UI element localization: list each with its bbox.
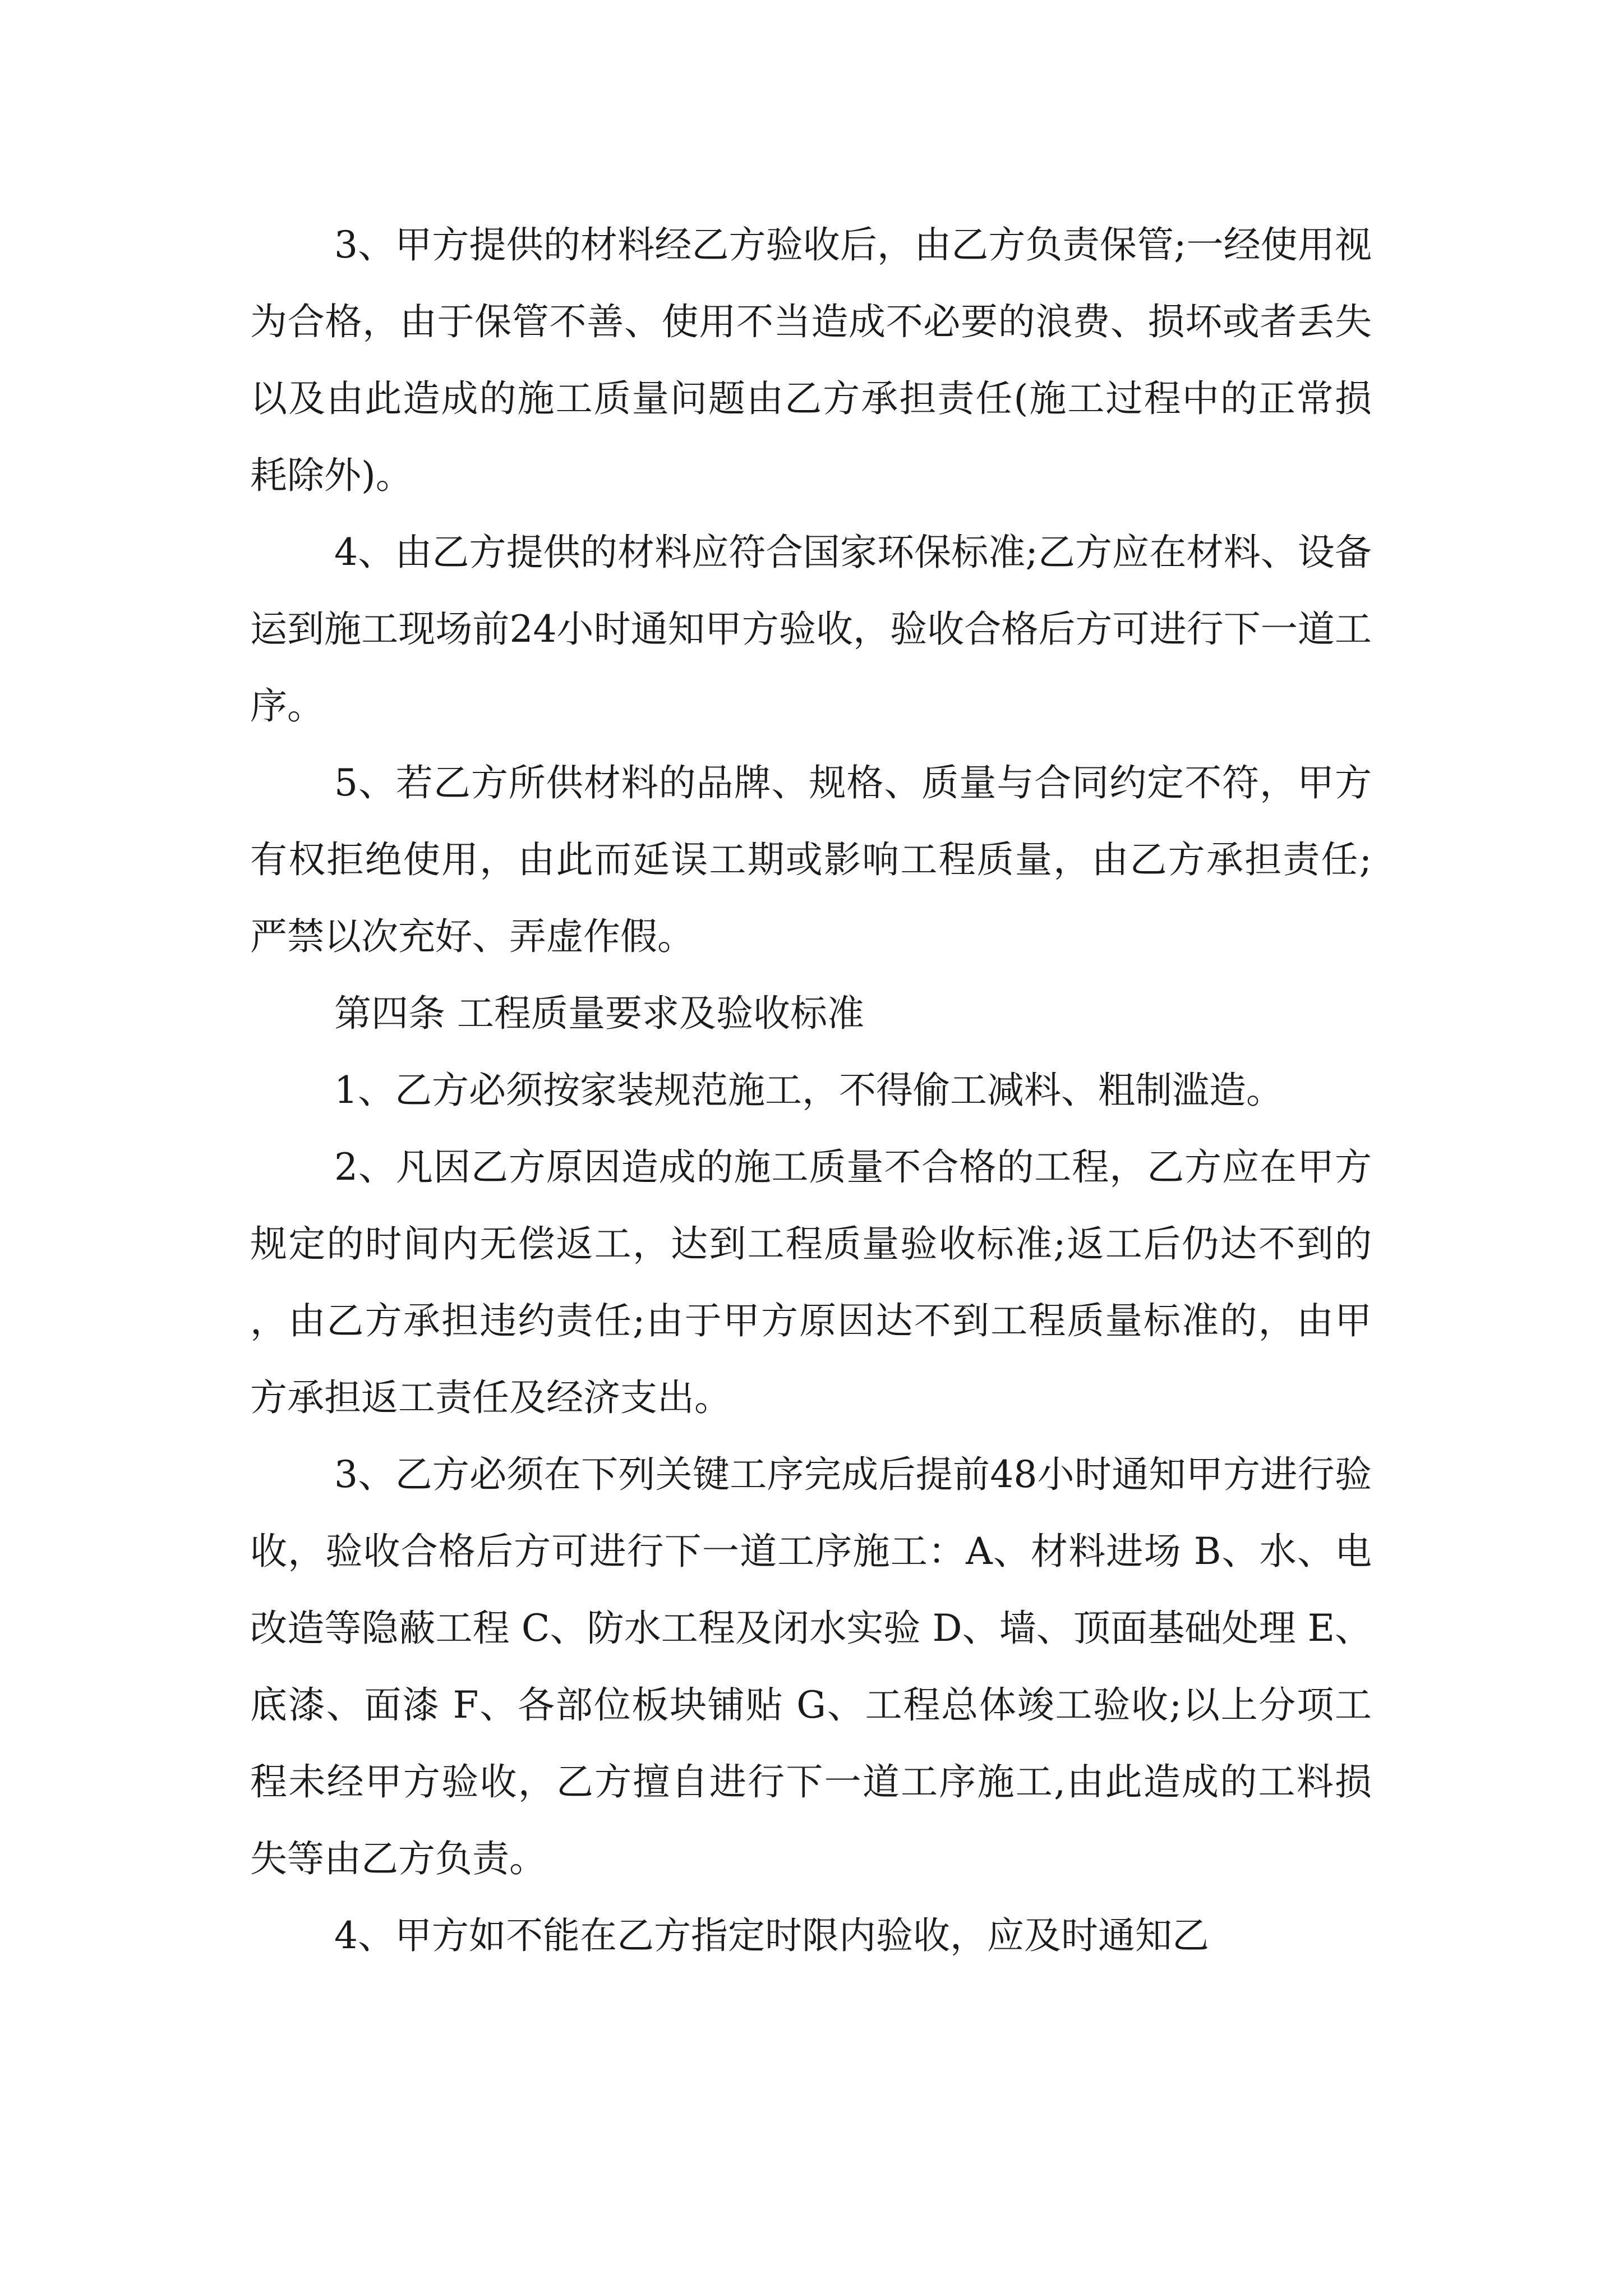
clause-4-materials-standard: 4、由乙方提供的材料应符合国家环保标准;乙方应在材料、设备运到施工现场前24小时通知甲方验收，验收合格后方可进行下一道工序。 xyxy=(250,531,1372,728)
quality-clause-3: 3、乙方必须在下列关键工序完成后提前48小时通知甲方进行验收，验收合格后方可进行下一道工序施工：A、材料进场 B、水、电改造等隐蔽工程 C、防水工程及闭水实验 D、墙、顶面基础处理 E、底漆、面漆 F、各部位板块铺贴 G、工程总体竣工验收;以上分项工程未经甲方验收，乙方擅自进行下一道工序施工,由此造成的工料损失等由乙方负责。 xyxy=(250,1453,1372,1880)
quality-clause-2: 2、凡因乙方原因造成的施工质量不合格的工程，乙方应在甲方规定的时间内无偿返工，达到工程质量验收标准;返工后仍达不到的，由乙方承担违约责任;由于甲方原因达不到工程质量标准的，由甲方承担返工责任及经济支出。 xyxy=(250,1145,1372,1419)
clause-5-materials-nonconforming: 5、若乙方所供材料的品牌、规格、质量与合同约定不符，甲方有权拒绝使用，由此而延误工期或影响工程质量，由乙方承担责任;严禁以次充好、弄虚作假。 xyxy=(250,761,1372,958)
quality-clause-1: 1、乙方必须按家装规范施工，不得偷工减料、粗制滥造。 xyxy=(334,1069,1283,1112)
quality-clause-4: 4、甲方如不能在乙方指定时限内验收，应及时通知乙 xyxy=(334,1914,1209,1957)
clause-3-materials-custody: 3、甲方提供的材料经乙方验收后，由乙方负责保管;一经使用视为合格，由于保管不善、使用不当造成不必要的浪费、损坏或者丢失以及由此造成的施工质量问题由乙方承担责任(施工过程中的正常损耗除外)。 xyxy=(250,223,1372,497)
document-body xyxy=(250,206,1372,1974)
article-4-heading: 第四条 工程质量要求及验收标准 xyxy=(334,992,864,1035)
